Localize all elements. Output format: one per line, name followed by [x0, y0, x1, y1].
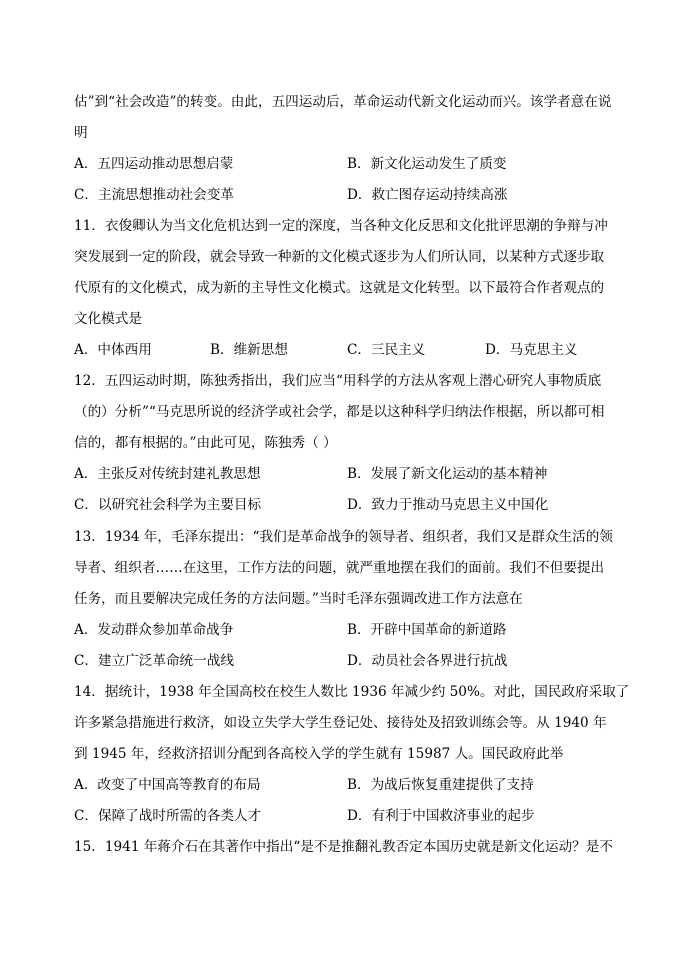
q11-stem-line-2: 突发展到一定的阶段，就会导致一种新的文化模式逐步为人们所认同，以某种方式逐步取: [74, 249, 605, 265]
q10-stem-line-1: 估”到“社会改造”的转变。由此，五四运动后，革命运动代新文化运动而兴。该学者意在说: [74, 94, 612, 110]
q11-option-c[interactable]: C．三民主义: [347, 342, 426, 358]
q11-option-a[interactable]: A．中体西用: [74, 342, 152, 358]
q12-stem-line-3: 信的，都有根据的。”由此可见，陈独秀（ ）: [74, 435, 337, 451]
q14-stem-line-3: 到 1945 年，经救济招训分配到各高校入学的学生就有 15987 人。国民政府此举: [74, 746, 564, 762]
q10-option-c[interactable]: C．主流思想推动社会变革: [74, 187, 234, 203]
q12-option-c[interactable]: C．以研究社会科学为主要目标: [74, 497, 262, 513]
q14-option-c[interactable]: C．保障了战时所需的各类人才: [74, 808, 262, 824]
q12-option-d[interactable]: D．致力于推动马克思主义中国化: [347, 497, 549, 513]
q10-option-b[interactable]: B．新文化运动发生了质变: [347, 156, 507, 172]
q14-option-a[interactable]: A．改变了中国高等教育的布局: [74, 777, 261, 793]
q13-stem-line-2: 导者、组织者……在这里，工作方法的问题，就严重地摆在我们的面前。我们不但要提出: [74, 560, 605, 576]
q13-option-a[interactable]: A．发动群众参加革命战争: [74, 622, 234, 638]
q14-option-b[interactable]: B．为战后恢复重建提供了支持: [347, 777, 534, 793]
q13-option-b[interactable]: B．开辟中国革命的新道路: [347, 622, 507, 638]
q10-stem-line-2: 明: [74, 125, 88, 141]
q13-stem-line-1: 13．1934 年，毛泽东提出：“我们是革命战争的领导者、组织者，我们又是群众生活的领: [74, 529, 613, 545]
q15-stem-line-1: 15．1941 年蒋介石在其著作中指出“是不是推翻礼教否定本国历史就是新文化运动？是不: [74, 839, 613, 855]
q14-stem-line-1: 14．据统计，1938 年全国高校在校生人数比 1936 年减少约 50%。对此，国民政府采取了: [74, 684, 630, 700]
q11-option-d[interactable]: D．马克思主义: [485, 342, 578, 358]
q14-option-d[interactable]: D．有利于中国救济事业的起步: [347, 808, 535, 824]
q10-option-d[interactable]: D．救亡图存运动持续高涨: [347, 187, 508, 203]
q12-stem-line-1: 12．五四运动时期，陈独秀指出，我们应当“用科学的方法从客观上潜心研究人事物质底: [74, 373, 602, 389]
q11-stem-line-4: 文化模式是: [74, 311, 142, 327]
q13-stem-line-3: 任务，而且要解决完成任务的方法问题。”当时毛泽东强调改进工作方法意在: [74, 591, 523, 607]
q11-stem-line-3: 代原有的文化模式，成为新的主导性文化模式。这就是文化转型。以下最符合作者观点的: [74, 280, 605, 296]
q14-stem-line-2: 许多紧急措施进行救济，如设立失学大学生登记处、接待处及招致训练会等。从 1940 年: [74, 715, 607, 731]
q13-option-c[interactable]: C．建立广泛革命统一战线: [74, 653, 234, 669]
q12-option-a[interactable]: A．主张反对传统封建礼教思想: [74, 466, 261, 482]
q11-option-b[interactable]: B．维新思想: [210, 342, 288, 358]
q13-option-d[interactable]: D．动员社会各界进行抗战: [347, 653, 508, 669]
q12-option-b[interactable]: B．发展了新文化运动的基本精神: [347, 466, 548, 482]
q10-option-a[interactable]: A．五四运动推动思想启蒙: [74, 156, 234, 172]
q11-stem-line-1: 11．衣俊卿认为当文化危机达到一定的深度，当各种文化反思和文化批评思潮的争辩与冲: [74, 218, 608, 234]
q12-stem-line-2: （的）分析”“马克思所说的经济学或社会学，都是以这种科学归纳法作根据，所以都可相: [74, 404, 605, 420]
